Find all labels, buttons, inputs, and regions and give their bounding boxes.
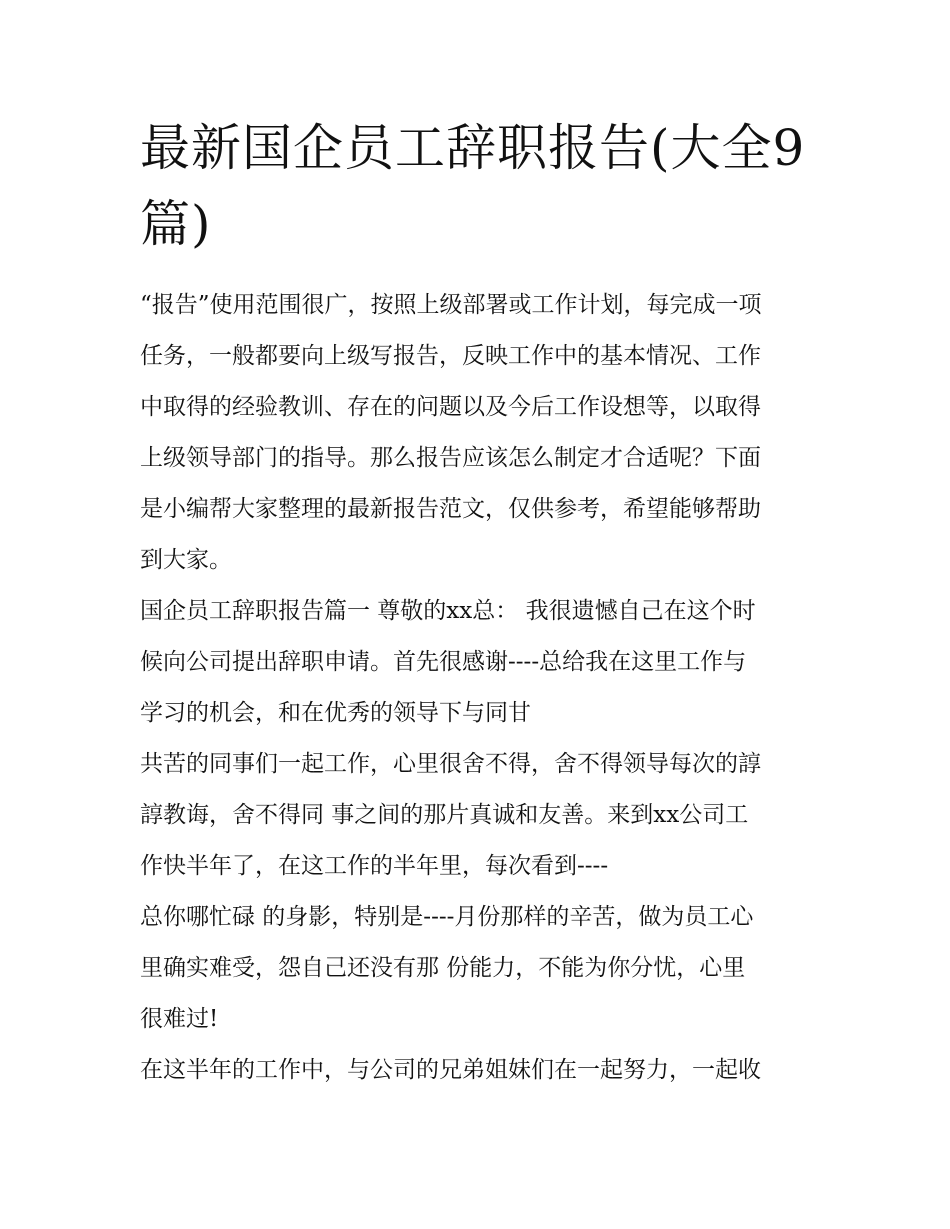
body-line: 很难过! — [140, 1006, 219, 1032]
body-line: 任务，一般都要向上级写报告，反映工作中的基本情况、工作 — [140, 343, 761, 369]
body-line: 国企员工辞职报告篇一 尊敬的xx总： 我很遗憾自己在这个时 — [140, 598, 756, 624]
body-line: 里确实难受，怨自己还没有那 份能力，不能为你分忧，心里 — [140, 955, 746, 981]
body-line: 学习的机会，和在优秀的领导下与同甘 — [140, 700, 531, 726]
document-body — [140, 280, 830, 1096]
body-line: 在这半年的工作中，与公司的兄弟姐妹们在一起努力，一起收 — [140, 1057, 761, 1083]
body-line: 作快半年了，在这工作的半年里，每次看到---- — [140, 853, 609, 879]
body-line: 候向公司提出辞职申请。首先很感谢----总给我在这里工作与 — [140, 649, 747, 675]
body-line: “报告”使用范围很广，按照上级部署或工作计划，每完成一项 — [140, 292, 762, 318]
body-line: 中取得的经验教训、存在的问题以及今后工作设想等，以取得 — [140, 394, 761, 420]
body-line: 諄教诲，舍不得同 事之间的那片真诚和友善。来到xx公司工 — [140, 802, 749, 828]
body-line: 上级领导部门的指导。那么报告应该怎么制定才合适呢？下面 — [140, 445, 761, 471]
body-line: 共苦的同事们一起工作，心里很舍不得，舍不得领导每次的諄 — [140, 751, 761, 777]
body-line: 总你哪忙碌 的身影，特别是----月份那样的辛苦，做为员工心 — [140, 904, 754, 930]
body-line: 是小编帮大家整理的最新报告范文，仅供参考，希望能够帮助 — [140, 496, 761, 522]
body-line: 到大家。 — [140, 547, 232, 573]
document-title: 最新国企员工辞职报告(大全9篇) — [140, 119, 806, 253]
